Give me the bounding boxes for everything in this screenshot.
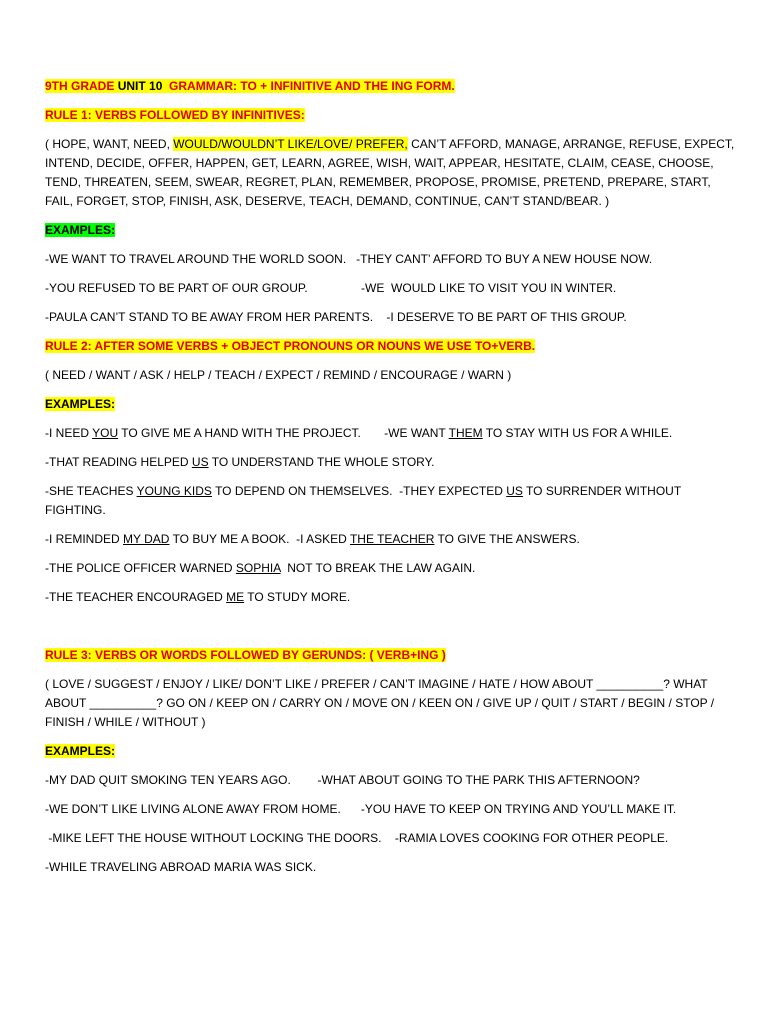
rule1-list-start: ( HOPE, WANT, NEED, — [45, 137, 174, 151]
rule1-examples-label-text: EXAMPLES: — [45, 223, 116, 237]
example-text: -I NEED — [45, 426, 93, 440]
object-underlined: US — [191, 455, 209, 469]
rule1-heading-text: RULE 1: VERBS FOLLOWED BY INFINITIVES: — [45, 108, 305, 122]
rule1-example: -YOU REFUSED TO BE PART OF OUR GROUP. -WE WOULD LIKE TO VISIT YOU IN WINTER. — [45, 281, 617, 295]
example-text: TO DEPEND ON THEMSELVES. -THEY EXPECTED — [211, 484, 507, 498]
object-underlined: THE TEACHER — [349, 532, 435, 546]
example-text: TO STUDY MORE. — [244, 590, 351, 604]
grammar-topic: GRAMMAR: TO + INFINITIVE AND THE ING FORM. — [162, 79, 455, 93]
object-underlined: YOUNG KIDS — [136, 484, 212, 498]
example-text: -THE TEACHER ENCOURAGED — [45, 590, 227, 604]
rule1-examples-label — [45, 221, 735, 240]
example-text: -I REMINDED — [45, 532, 123, 546]
rule2-example — [45, 453, 735, 472]
object-underlined: US — [506, 484, 523, 498]
rule2-example — [45, 559, 735, 578]
rule3-heading-text: RULE 3: VERBS OR WORDS FOLLOWED BY GERUNDS: ( VERB+ING ) — [45, 648, 446, 662]
rule2-example — [45, 482, 735, 520]
section-spacer — [45, 617, 735, 646]
worksheet-page — [45, 77, 738, 887]
object-underlined: ME — [226, 590, 245, 604]
rule2-heading — [45, 337, 735, 356]
example-text: TO SURRENDER WITHOUT FIGHTING. — [45, 484, 685, 517]
rule1-heading — [45, 106, 735, 125]
rule1-list-rest: CAN’T AFFORD, MANAGE, ARRANGE, REFUSE, EXPECT, INTEND, DECIDE, OFFER, HAPPEN, GET, LEARN, AGREE, WISH, WAIT, APPEAR, HESITATE, CLAIM, CEASE, CHOOSE, TEND, THREATEN, SEEM, SWEAR, REGRET, PLAN, REMEMBER, PROPOSE, PROMISE, PRETEND, PREPARE, START, FAIL, FORGET, STOP, FINISH, ASK, DESERVE, TEACH, DEMAND, CONTINUE, CAN’T STAND/BEAR. ) — [45, 137, 738, 208]
example-text: NOT TO BREAK THE LAW AGAIN. — [280, 561, 476, 575]
rule3-example: -MIKE LEFT THE HOUSE WITHOUT LOCKING THE DOORS. -RAMIA LOVES COOKING FOR OTHER PEOPLE. — [45, 831, 669, 845]
rule3-example: -MY DAD QUIT SMOKING TEN YEARS AGO. -WHAT ABOUT GOING TO THE PARK THIS AFTERNOON? — [45, 773, 640, 787]
object-underlined: SOPHIA — [235, 561, 281, 575]
rule2-example — [45, 588, 735, 607]
rule1-list-highlight: WOULD/WOULDN’T LIKE/LOVE/ PREFER, — [173, 137, 408, 151]
rule1-example: -WE WANT TO TRAVEL AROUND THE WORLD SOON. -THEY CANT’ AFFORD TO BUY A NEW HOUSE NOW. — [45, 252, 653, 266]
example-text: TO BUY ME A BOOK. -I ASKED — [169, 532, 350, 546]
object-underlined: THEM — [448, 426, 483, 440]
unit-label: UNIT 10 — [117, 79, 163, 93]
grade-label: 9TH GRADE — [45, 79, 118, 93]
example-text: -THAT READING HELPED — [45, 455, 192, 469]
rule1-verb-list — [45, 135, 738, 211]
worksheet-title — [45, 77, 735, 96]
rule3-example: -WE DON’T LIKE LIVING ALONE AWAY FROM HOME. -YOU HAVE TO KEEP ON TRYING AND YOU’LL MAKE IT. — [45, 802, 677, 816]
rule3-verb-list: ( LOVE / SUGGEST / ENJOY / LIKE/ DON’T LIKE / PREFER / CAN’T IMAGINE / HATE / HOW ABOUT __________? WHAT ABOUT __________? GO ON / KEEP ON / CARRY ON / MOVE ON / KEEN ON / GIVE UP / QUIT / START / BEGIN / STOP / FINISH / WHILE / WITHOUT ) — [45, 677, 718, 729]
rule2-example — [45, 424, 735, 443]
example-text: TO STAY WITH US FOR A WHILE. — [482, 426, 673, 440]
rule2-verb-list: ( NEED / WANT / ASK / HELP / TEACH / EXPECT / REMIND / ENCOURAGE / WARN ) — [45, 368, 512, 382]
rule2-example — [45, 530, 735, 549]
rule3-example: -WHILE TRAVELING ABROAD MARIA WAS SICK. — [45, 860, 317, 874]
example-text: -SHE TEACHES — [45, 484, 137, 498]
object-underlined: YOU — [92, 426, 119, 440]
rule3-examples-label-text: EXAMPLES: — [45, 744, 116, 758]
rule3-examples-label — [45, 742, 735, 761]
example-text: TO GIVE THE ANSWERS. — [434, 532, 580, 546]
rule3-heading — [45, 646, 735, 665]
rule2-examples-label — [45, 395, 735, 414]
rule1-example: -PAULA CAN’T STAND TO BE AWAY FROM HER PARENTS. -I DESERVE TO BE PART OF THIS GROUP. — [45, 310, 627, 324]
object-underlined: MY DAD — [123, 532, 170, 546]
example-text: -THE POLICE OFFICER WARNED — [45, 561, 236, 575]
rule2-heading-text: RULE 2: AFTER SOME VERBS + OBJECT PRONOUNS OR NOUNS WE USE TO+VERB. — [45, 339, 536, 353]
rule2-examples-label-text: EXAMPLES: — [45, 397, 116, 411]
example-text: TO UNDERSTAND THE WHOLE STORY. — [208, 455, 435, 469]
example-text: TO GIVE ME A HAND WITH THE PROJECT. -WE WANT — [118, 426, 449, 440]
